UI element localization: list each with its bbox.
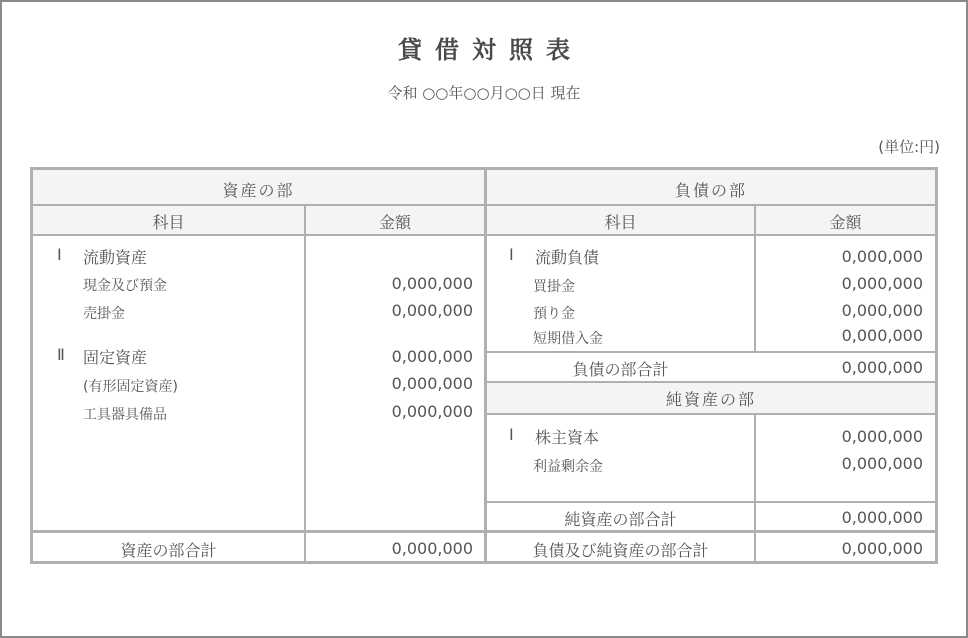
unit-label: (単位:円) xyxy=(878,138,940,156)
net-assets-section-header: 純資産の部 xyxy=(665,390,756,409)
liab-item-label: 買掛金 xyxy=(533,279,575,295)
assets-total-amount: 0,000,000 xyxy=(391,539,473,558)
current-liab-amount: 0,000,000 xyxy=(841,247,923,266)
document-title: 貸借対照表 xyxy=(398,36,583,64)
asset-item-label: 売掛金 xyxy=(83,306,125,322)
balance-sheet-table xyxy=(30,167,938,564)
liab-col-item: 科目 xyxy=(604,213,637,232)
net-col-divider xyxy=(754,413,756,561)
net-assets-total-label: 純資産の部合計 xyxy=(564,510,677,529)
net-assets-total-amount: 0,000,000 xyxy=(841,508,923,527)
asset-item-label: (有形固定資産) xyxy=(83,379,178,395)
equity-amount: 0,000,000 xyxy=(841,427,923,446)
liabilities-section-header: 負債の部 xyxy=(674,181,747,200)
grand-total-label: 負債及び純資産の部合計 xyxy=(532,541,709,560)
grand-total-amount: 0,000,000 xyxy=(841,539,923,558)
liab-col-amount: 金額 xyxy=(829,213,862,232)
document-date: 令和 ○○年○○月○○日 現在 xyxy=(387,84,581,102)
fixed-assets-amount: 0,000,000 xyxy=(391,347,473,366)
equity-label: 株主資本 xyxy=(535,428,600,447)
liab-total-top-line xyxy=(486,351,935,353)
asset-item-amount: 0,000,000 xyxy=(391,374,473,393)
liab-total-bottom-line xyxy=(486,381,935,383)
liab-item-label: 預り金 xyxy=(533,306,575,322)
asset-item-amount: 0,000,000 xyxy=(391,402,473,421)
asset-item-amount: 0,000,000 xyxy=(391,301,473,320)
liab-item-amount: 0,000,000 xyxy=(841,274,923,293)
liab-item-amount: 0,000,000 xyxy=(841,326,923,345)
assets-col-amount: 金額 xyxy=(378,213,411,232)
equity-item-label: 利益剰余金 xyxy=(533,459,603,475)
net-total-top-line xyxy=(486,501,935,503)
asset-item-label: 工具器具備品 xyxy=(83,407,167,423)
fixed-assets-numeral: Ⅱ xyxy=(57,345,65,364)
liab-total-amount: 0,000,000 xyxy=(841,358,923,377)
liab-total-label: 負債の部合計 xyxy=(572,360,669,379)
net-assets-header-line xyxy=(486,413,935,415)
asset-item-label: 現金及び預金 xyxy=(83,278,167,294)
equity-item-amount: 0,000,000 xyxy=(841,454,923,473)
assets-col-divider xyxy=(304,204,306,561)
current-liab-label: 流動負債 xyxy=(535,248,600,267)
current-liab-numeral: Ⅰ xyxy=(509,245,514,264)
fixed-assets-label: 固定資産 xyxy=(83,348,148,367)
asset-item-amount: 0,000,000 xyxy=(391,274,473,293)
liab-item-label: 短期借入金 xyxy=(533,331,603,347)
current-assets-label: 流動資産 xyxy=(83,248,148,267)
assets-section-header: 資産の部 xyxy=(222,181,295,200)
assets-total-label: 資産の部合計 xyxy=(120,541,217,560)
assets-col-item: 科目 xyxy=(152,213,185,232)
current-assets-numeral: Ⅰ xyxy=(57,245,62,264)
equity-numeral: Ⅰ xyxy=(509,425,514,444)
liab-item-amount: 0,000,000 xyxy=(841,301,923,320)
